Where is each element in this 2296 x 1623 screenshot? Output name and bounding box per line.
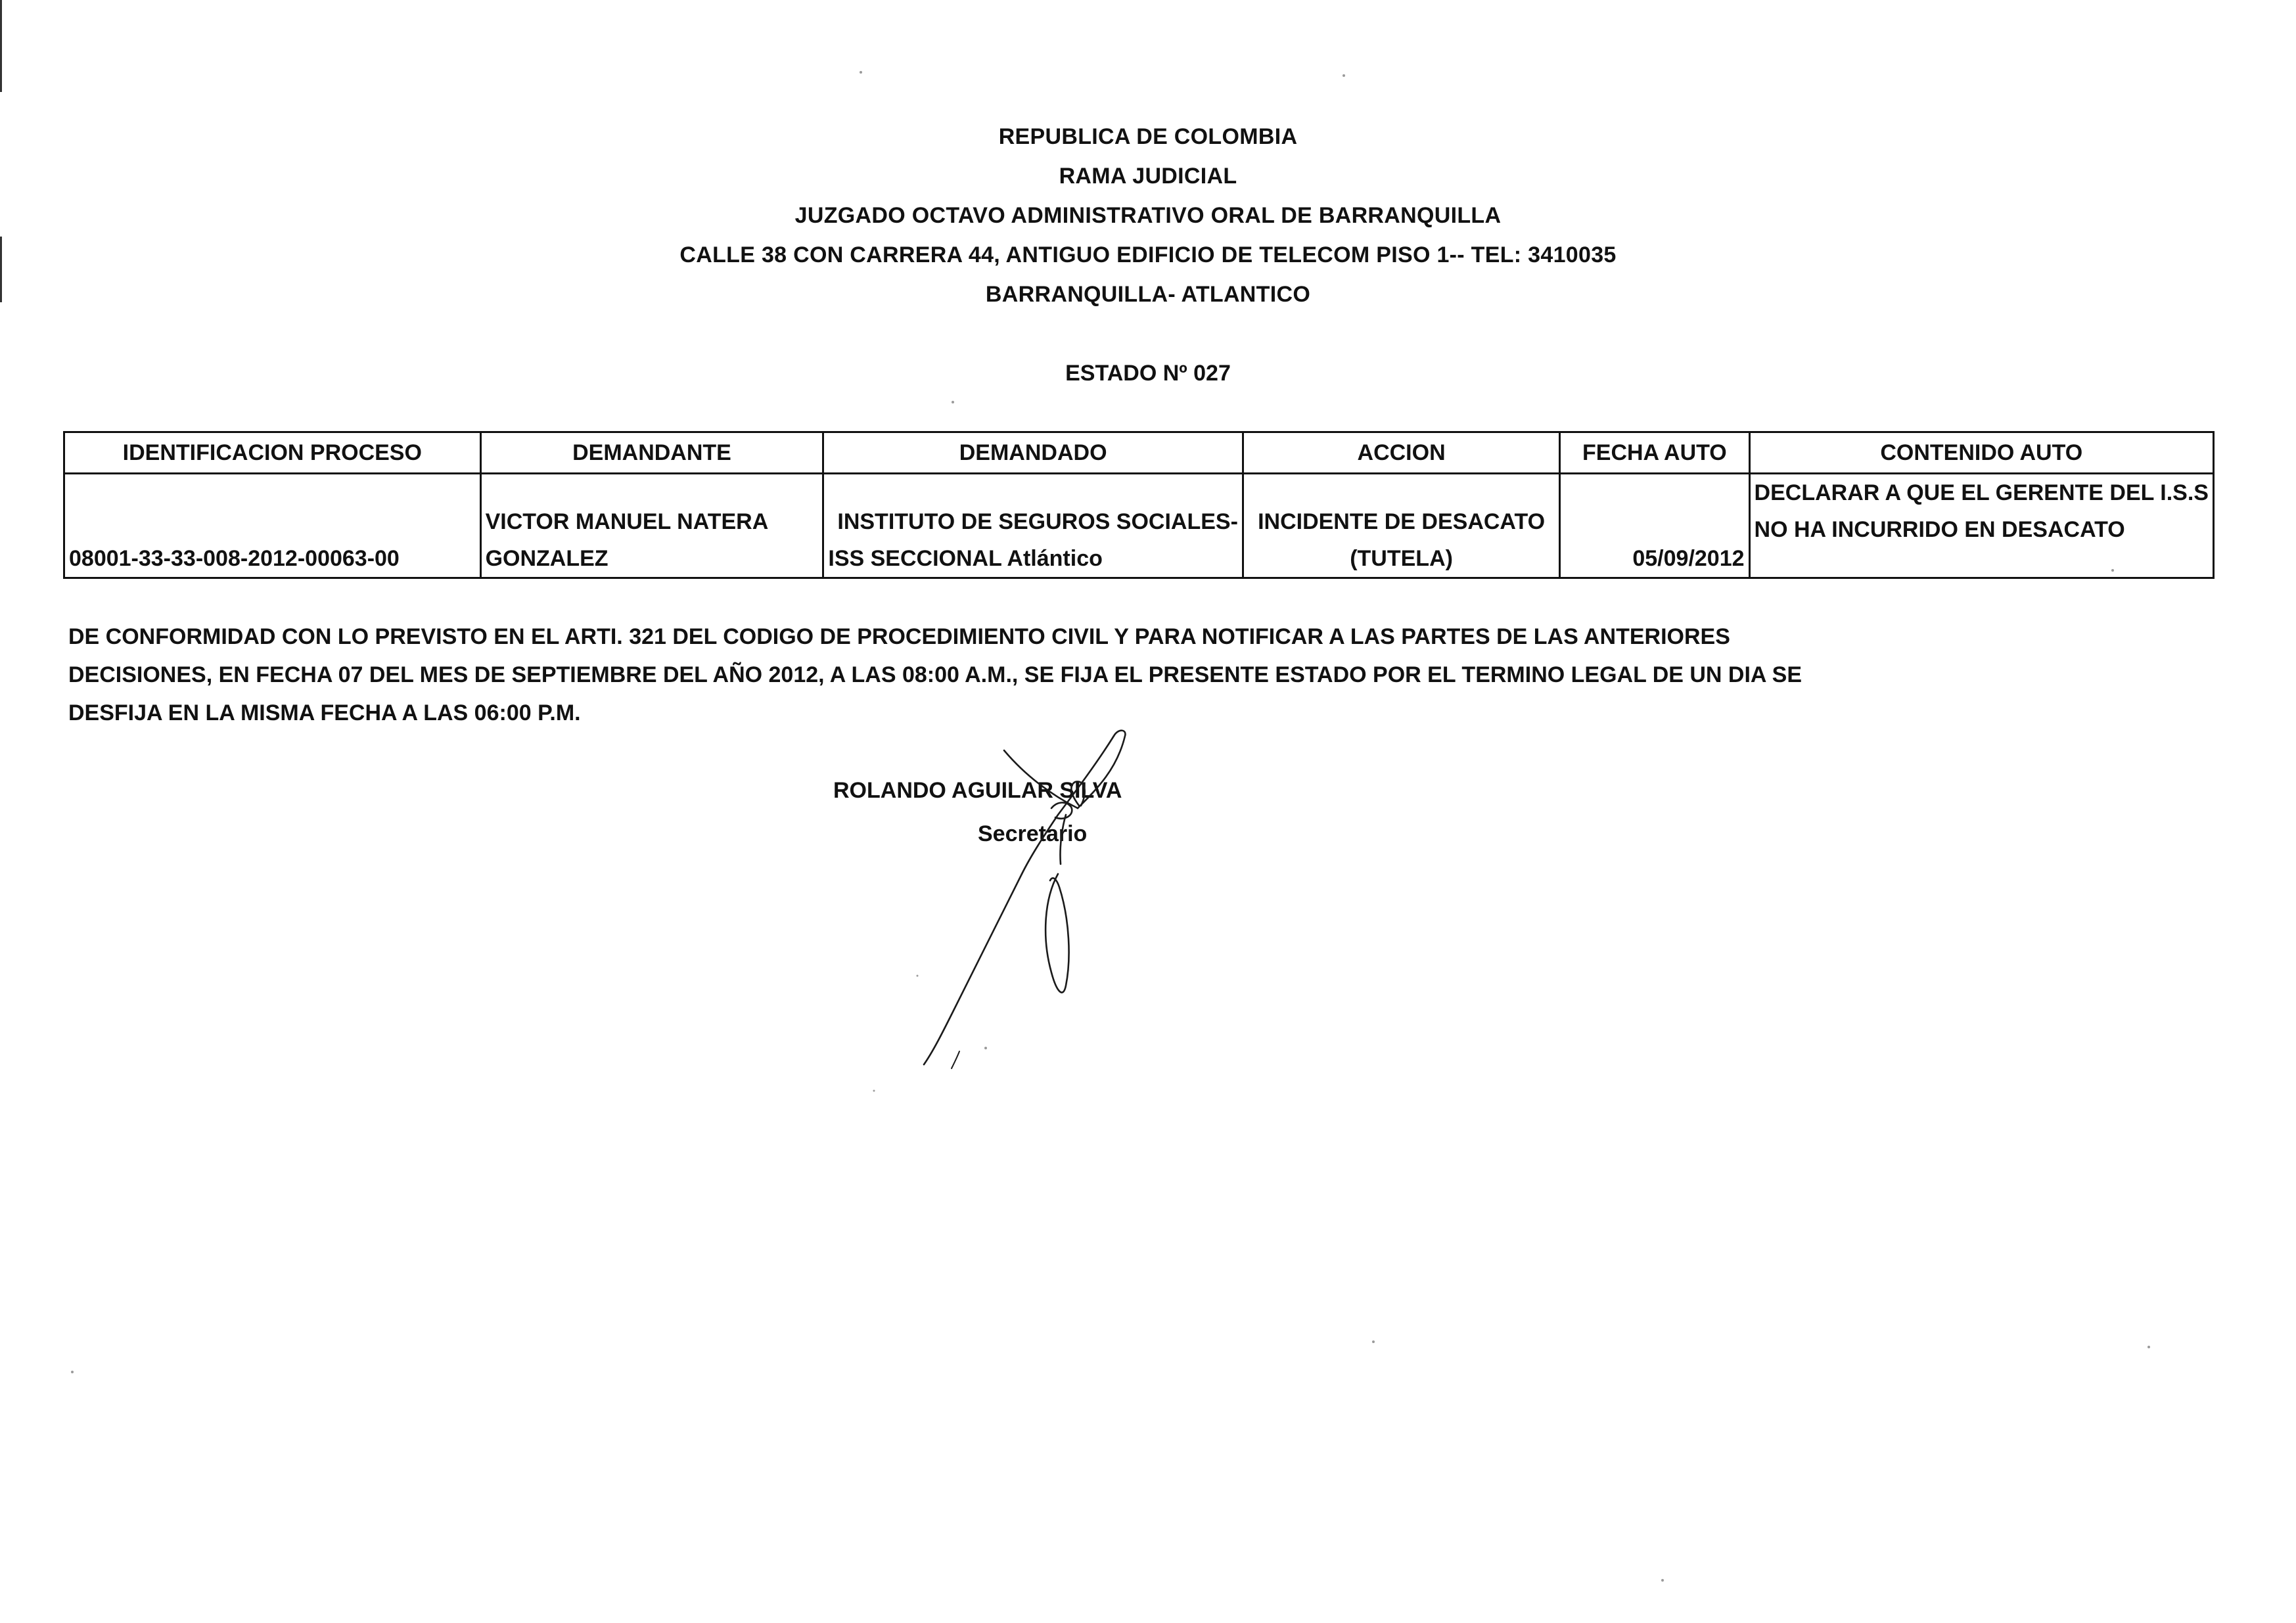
header-branch: RAMA JUDICIAL [1059, 164, 1237, 189]
demandante-line-2: GONZALEZ [485, 546, 608, 571]
cell-demandado [823, 474, 1243, 578]
estado-table [63, 431, 2215, 579]
header-city: BARRANQUILLA- ATLANTICO [985, 282, 1311, 307]
header-demandante: DEMANDANTE [480, 432, 823, 474]
fecha-auto-text: 05/09/2012 [1632, 546, 1745, 571]
handwritten-signature [881, 723, 1183, 1091]
cell-fecha-auto [1560, 474, 1749, 578]
header-identificacion: IDENTIFICACION PROCESO [64, 432, 481, 474]
table-header-row [64, 432, 2214, 474]
header-contenido-auto: CONTENIDO AUTO [1749, 432, 2213, 474]
paragraph-line-3: DESFIJA EN LA MISMA FECHA A LAS 06:00 P.M. [68, 700, 581, 725]
header-address: CALLE 38 CON CARRERA 44, ANTIGUO EDIFICIO DE TELECOM PISO 1-- TEL: 3410035 [679, 242, 1617, 267]
paragraph-line-2: DECISIONES, EN FECHA 07 DEL MES DE SEPTIEMBRE DEL AÑO 2012, A LAS 08:00 A.M., SE FIJA EL PRESENTE ESTADO POR EL TERMINO LEGAL DE UN DIA SE [68, 662, 1802, 687]
paragraph-line-1: DE CONFORMIDAD CON LO PREVISTO EN EL ARTI. 321 DEL CODIGO DE PROCEDIMIENTO CIVIL Y PARA NOTIFICAR A LAS PARTES DE LAS ANTERIORES [68, 624, 1730, 649]
demandado-line-2: ISS SECCIONAL Atlántico [828, 546, 1103, 571]
estado-title: ESTADO Nº 027 [1065, 361, 1231, 386]
demandado-line-1: INSTITUTO DE SEGUROS SOCIALES- [837, 509, 1238, 534]
cell-identificacion [64, 474, 481, 578]
cell-accion [1243, 474, 1559, 578]
signer-name: ROLANDO AGUILAR SILVA [833, 778, 1122, 803]
demandante-line-1: VICTOR MANUEL NATERA [485, 509, 769, 534]
contenido-line-1: DECLARAR A QUE EL GERENTE DEL I.S.S [1754, 480, 2209, 505]
contenido-line-2: NO HA INCURRIDO EN DESACATO [1754, 517, 2125, 542]
identificacion-text: 08001-33-33-008-2012-00063-00 [69, 546, 400, 571]
signer-role: Secretario [978, 821, 1088, 846]
cell-contenido-auto [1749, 474, 2213, 578]
accion-line-1: INCIDENTE DE DESACATO [1258, 509, 1546, 534]
notification-paragraph [68, 618, 2138, 732]
header-court: JUZGADO OCTAVO ADMINISTRATIVO ORAL DE BARRANQUILLA [794, 203, 1502, 228]
cell-demandante [480, 474, 823, 578]
header-fecha-auto: FECHA AUTO [1560, 432, 1749, 474]
header-demandado: DEMANDADO [823, 432, 1243, 474]
court-header [0, 117, 2296, 314]
accion-line-2: (TUTELA) [1350, 546, 1453, 571]
header-country: REPUBLICA DE COLOMBIA [998, 124, 1298, 149]
header-accion: ACCION [1243, 432, 1559, 474]
table-row [64, 474, 2214, 578]
